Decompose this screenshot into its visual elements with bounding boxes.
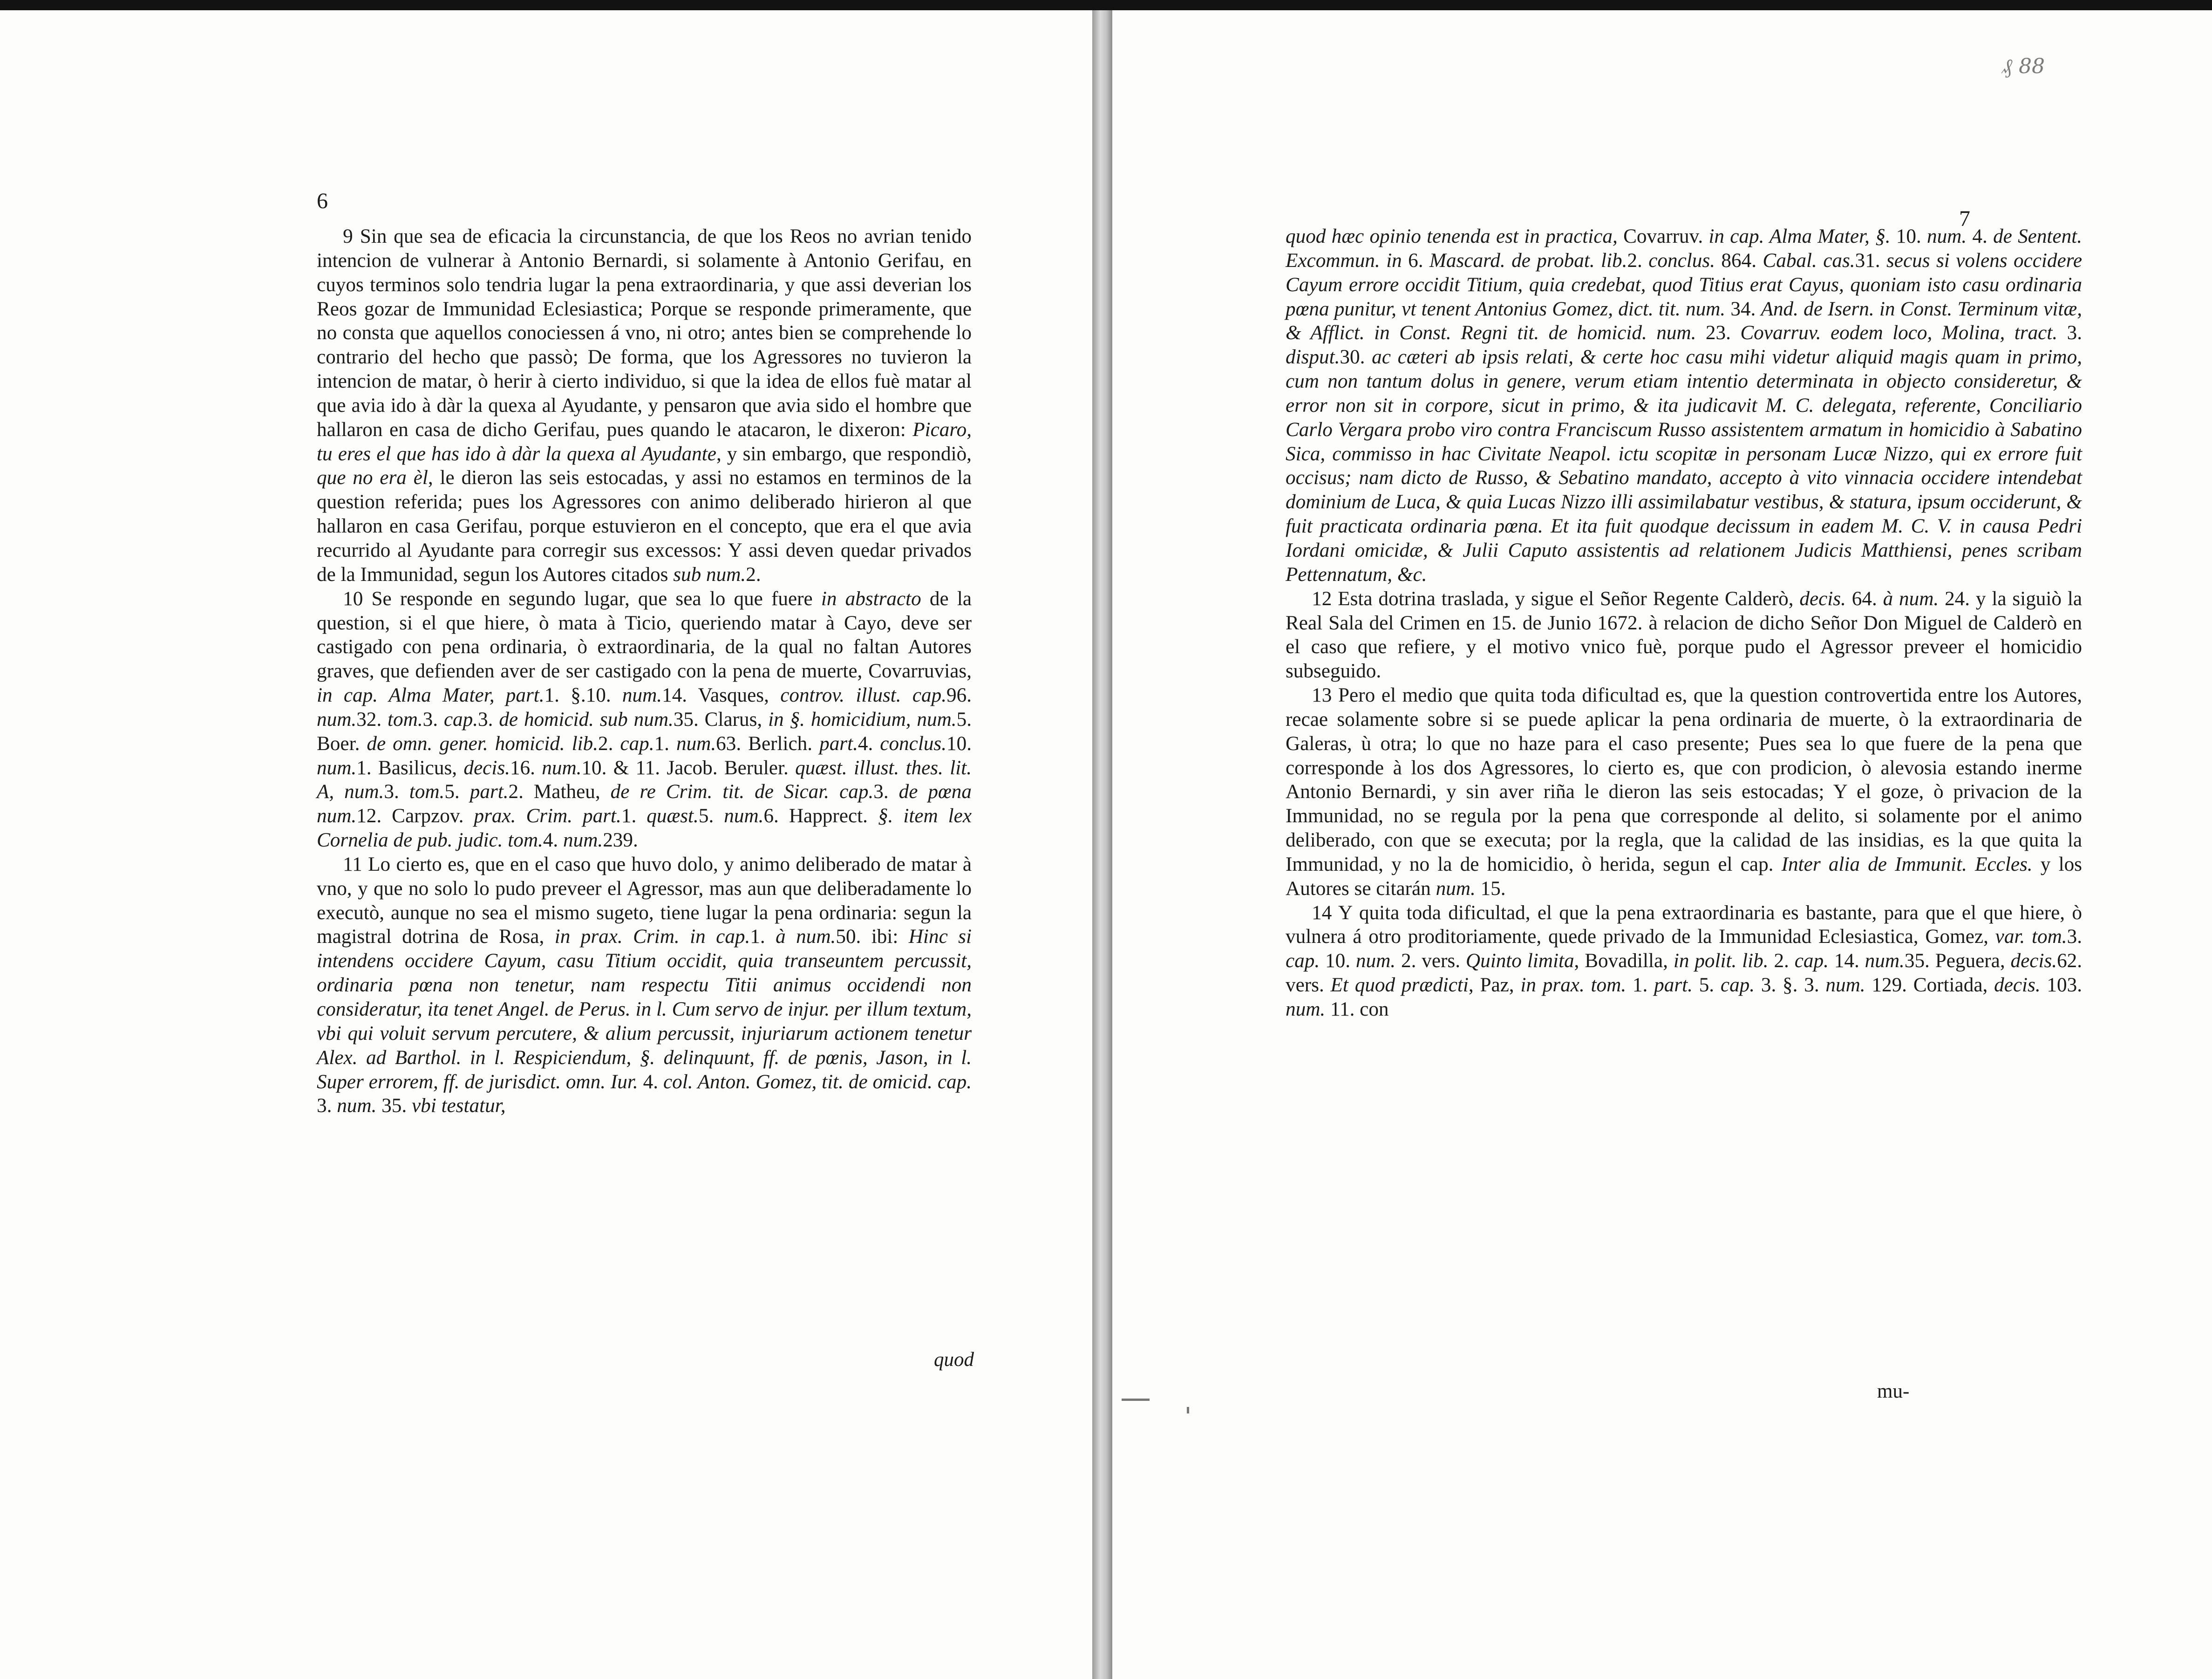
paragraph: 14 Y quita toda dificultad, el que la pena extraordinaria es bastante, para que el que hiere, ò vulnera á otro proditoriamente, quede privado de la Immunidad Eclesiastica, Gomez, var. tom.3. cap. 10. num. 2. vers. Quinto limita, Bovadilla, in polit. lib. 2. cap. 14. num.35. Peguera, decis.62. vers. Et quod prædicti, Paz, in prax. tom. 1. part. 5. cap. 3. §. 3. num. 129. Cortiada, decis. 103. num. 11. con: [1286, 901, 2083, 1020]
right-page-number: 7: [1959, 206, 1970, 231]
paragraph: 10 Se responde en segundo lugar, que sea lo que fuere in abstracto de la question, si el que hiere, ò mata à Ticio, queriendo matar à Cayo, deve ser castigado con pena ordinaria, ò extraordinaria, de la qual no faltan Autores graves, que defienden aver de ser castigado con la pena de muerte, Covarruvias, in cap. Alma Mater, part.1. §.10. num.14. Vasques, controv. illust. cap.96. num.32. tom.3. cap.3. de homicid. sub num.35. Clarus, in §. homicidium, num.5. Boer. de omn. gener. homicid. lib.2. cap.1. num.63. Berlich. part.4. conclus.10. num.1. Basilicus, decis.16. num.10. & 11. Jacob. Beruler. quæst. illust. thes. lit. A, num.3. tom.5. part.2. Matheu, de re Crim. tit. de Sicar. cap.3. de pœna num.12. Carpzov. prax. Crim. part.1. quæst.5. num.6. Happrect. §. item lex Cornelia de pub. judic. tom.4. num.239.: [317, 587, 972, 852]
left-page-number: 6: [317, 189, 328, 213]
left-page: [0, 10, 1092, 1679]
left-catchword: quod: [934, 1349, 974, 1371]
paragraph-number: 13: [1312, 684, 1339, 707]
left-text-block: [317, 225, 972, 1118]
scanner-top-edge: [0, 0, 2212, 10]
paragraph-number: 14: [1312, 901, 1339, 924]
handwritten-folio-note: ₰ 88: [2002, 55, 2045, 78]
ink-mark: [1122, 1399, 1150, 1401]
paragraph: 9 Sin que sea de eficacia la circunstancia, de que los Reos no avrian tenido intencion de vulnerar à Antonio Bernardi, si solamente à Antonio Gerifau, en cuyos terminos solo tendria lugar la pena extraordinaria, y que assi deverian los Reos gozar de Immunidad Eclesiastica; Porque se responde primeramente, que no consta que aquellos conociessen á vno, ni otro; antes bien se comprehende lo contrario del hecho que passò; De forma, que los Agressores no tuvieron la intencion de matar, ò herir à cierto individuo, si que la idea de ellos fuè matar al que avia ido à dàr la quexa al Ayudante, y pensaron que avia sido el hombre que hallaron en casa de dicho Gerifau, pues quando le atacaron, le dixeron: Picaro, tu eres el que has ido à dàr la quexa al Ayudante, y sin embargo, que respondiò, que no era èl, le dieron las seis estocadas, y assi no estamos en terminos de la question referida; pues los Agressores con animo deliberado hirieron al que hallaron en casa Gerifau, porque estuvieron en el concepto, que era el que avia recurrido al Ayudante para corregir sus excessos: Y assi deven quedar privados de la Immunidad, segun los Autores citados sub num.2.: [317, 225, 972, 586]
paragraph-number: 10: [343, 587, 372, 610]
book-gutter: [1092, 10, 1112, 1679]
right-text-block: [1286, 225, 2082, 1022]
paragraph: 13 Pero el medio que quita toda dificultad es, que la question controvertida entre los Autores, recae solamente sobre si se puede aplicar la pena ordinaria de muerte, ò la extraordinaria de Galeras, ù otra; lo que no haze para el caso presente; Pues sea lo que fuere de la pena que corresponde à los dos Agressores, lo cierto es, que con prodicion, ò alevosia estando inerme Antonio Bernardi, y sin aver riña le dieron las seis estocadas; Y el goze, ò privacion de la Immunidad, no se regula por la pena que corresponde al delito, si solamente por el animo deliberado, con que se executa; por la regla, que la calidad de las insidias, es la que quita la Immunidad, y no la de homicidio, ò herida, segun el cap. Inter alia de Immunit. Eccles. y los Autores se citarán num. 15.: [1286, 684, 2082, 900]
paragraph-number: 12: [1312, 587, 1338, 610]
paragraph-number: 11: [343, 853, 368, 875]
right-page: [1112, 10, 2212, 1679]
paragraph: quod hæc opinio tenenda est in practica, Covarruv. in cap. Alma Mater, §. 10. num. 4. de Sentent. Excommun. in 6. Mascard. de probat. lib.2. conclus. 864. Cabal. cas.31. secus si volens occidere Cayum errore occidit Titium, quia credebat, quod Titius erat Cayus, quoniam isto casu ordinaria pœna punitur, vt tenent Antonius Gomez, dict. tit. num. 34. And. de Isern. in Const. Terminum vitæ, & Afflict. in Const. Regni tit. de homicid. num. 23. Covarruv. eodem loco, Molina, tract. 3. disput.30. ac cæteri ab ipsis relati, & certe hoc casu mihi videtur aliquid magis quam in primo, cum non tantum dolus in genere, verum etiam intentio determinata in objecto consideretur, & error non sit in corpore, sicut in primo, & ita judicavit M. C. delegata, referente, Conciliario Carlo Vergara probo viro contra Franciscum Russo assistentem armatum in homicidio à Sabatino Sica, commisso in hac Civitate Neapol. ictu scopitæ in personam Lucæ Nizzo, qui ex errore fuit occisus; nam dicto de Russo, & Sebatino mandato, accepto à vito vinnacia occidere intendebat dominium de Luca, & quia Lucas Nizzo illi assimilabatur vestibus, & statura, ipsum occiderunt, & fuit practicata ordinaria pœna. Et ita fuit quodque decissum in eadem M. C. V. in causa Pedri Iordani omicidæ, & Julii Caputo assistentis ad relationem Judicis Matthiensi, penes scribam Pettennatum, &c.: [1286, 225, 2083, 586]
paragraph: 11 Lo cierto es, que en el caso que huvo dolo, y animo deliberado de matar à vno, y que no solo lo pudo preveer el Agressor, mas aun que deliberadamente lo executò, aunque no sea el mismo sugeto, tiene lugar la pena ordinaria: segun la magistral dotrina de Rosa, in prax. Crim. in cap.1. à num.50. ibi: Hinc si intendens occidere Cayum, casu Titium occidit, quia transeuntem percussit, ordinaria pœna non tenetur, nam respectu Titii animus occidendi non consideratur, ita tenet Angel. de Perus. in l. Cum servo de injur. per illum textum, vbi qui voluit servum percutere, & alium percussit, injuriarum actionem tenetur Alex. ad Barthol. in l. Respiciendum, §. delinquunt, ff. de pœnis, Jason, in l. Super errorem, ff. de jurisdict. omn. Iur. 4. col. Anton. Gomez, tit. de omicid. cap. 3. num. 35. vbi testatur,: [317, 853, 972, 1117]
paragraph-number: 9: [343, 225, 360, 247]
right-catchword: mu-: [1877, 1380, 1910, 1402]
paragraph: 12 Esta dotrina traslada, y sigue el Señor Regente Calderò, decis. 64. à num. 24. y la siguiò la Real Sala del Crimen en 15. de Junio 1672. à relacion de dicho Señor Don Miguel de Calderò en el caso que refiere, y el motivo vnico fuè, porque pudo el Agressor preveer el homicidio subseguido.: [1286, 587, 2083, 683]
ink-mark: [1187, 1407, 1189, 1413]
